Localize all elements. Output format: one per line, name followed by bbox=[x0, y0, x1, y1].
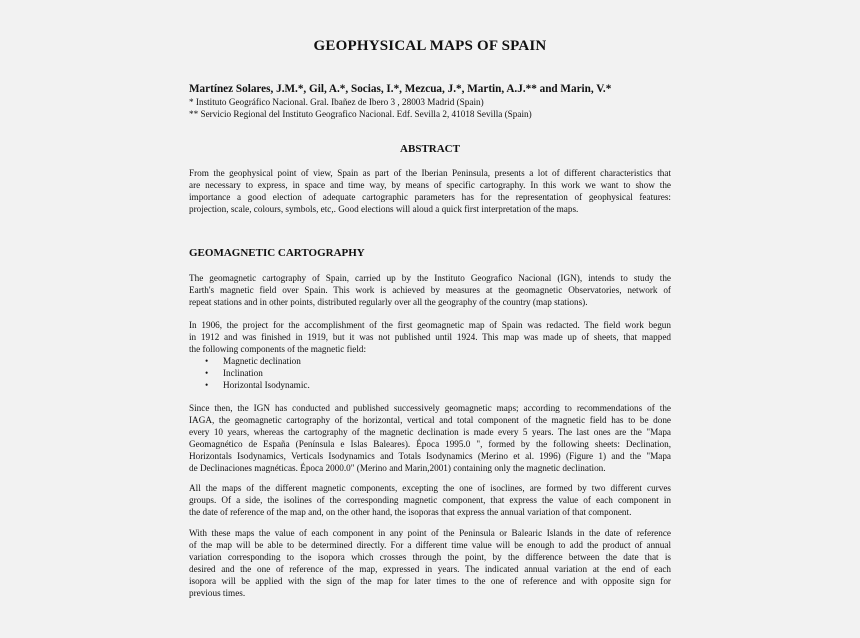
bullet-icon: • bbox=[205, 356, 209, 366]
text-line: repeat stations and in other points, distributed regularly over all the geography of the country (map stations). bbox=[189, 297, 588, 307]
paragraph-5 bbox=[189, 527, 671, 599]
text-line: variation corresponding to the isopora which crosses through the point, by the difference between the date that is bbox=[189, 552, 671, 562]
author-list: Martínez Solares, J.M.*, Gil, A.*, Socias, I.*, Mezcua, J.*, Martin, A.J.** and Marin, V.* bbox=[189, 83, 612, 95]
text-line: desired and the one of reference of the map, expressed in years. The indicated annual variation at the end of each bbox=[189, 564, 671, 574]
text-line: With these maps the value of each component in any point of the Peninsula or Balearic Islands in the date of reference bbox=[189, 528, 671, 538]
text-line: isopora will be applied with the sign of the map for later times to the one of reference and with opposite sign for bbox=[189, 576, 671, 586]
text-line: From the geophysical point of view, Spain as part of the Iberian Peninsula, presents a lot of different characteristics that bbox=[189, 168, 671, 178]
list-item: • Horizontal Isodynamic. bbox=[205, 380, 310, 390]
text-line: importance a good election of adequate cartographic parameters has for the representation of geophysical features: bbox=[189, 192, 671, 202]
text-line: are necessary to express, in space and time way, by means of specific cartography. In this work we want to show the bbox=[189, 180, 671, 190]
list-item: • Inclination bbox=[205, 368, 263, 378]
abstract-heading: ABSTRACT bbox=[400, 143, 460, 155]
affiliation-2: ** Servicio Regional del Instituto Geografico Nacional. Edf. Sevilla 2, 41018 Sevilla (Spain) bbox=[189, 109, 532, 119]
text-line: groups. Of a side, the isolines of the corresponding magnetic component, that express the value of each component in bbox=[189, 495, 671, 505]
text-line: de Declinaciones magnéticas. Época 2000.0" (Merino and Marin,2001) containing only the magnetic declination. bbox=[189, 463, 606, 473]
text-line: previous times. bbox=[189, 588, 246, 598]
paragraph-3 bbox=[189, 402, 671, 474]
text-line: IAGA, the geomagnetic cartography of the horizontal, vertical and total component of the magnetic field has to be done bbox=[189, 415, 671, 425]
text-line: Geomagnético de España (Península e Islas Baleares). Época 1995.0 ", formed by the following sheets: Declination, bbox=[189, 439, 671, 449]
text-line: Earth's magnetic field over Spain. This work is achieved by measures at the geomagnetic Observatories, network of bbox=[189, 285, 671, 295]
bullet-icon: • bbox=[205, 380, 209, 390]
paper-title: GEOPHYSICAL MAPS OF SPAIN bbox=[313, 38, 547, 54]
text-line: the date of reference of the map and, on the other hand, the isoporas that express the annual variation of that component. bbox=[189, 507, 632, 517]
text-line: of the map will be able to be determined directly. For a different time value will be enough to add the product of annual bbox=[189, 540, 671, 550]
text-line: in 1912 and was finished in 1919, but it was not published until 1924. This map was made up of sheets, that mapped bbox=[189, 332, 671, 342]
text-line: Horizontals Isodynamics, Verticals Isodynamics and Totals Isodynamics (Merino et al. 1996) (Figure 1) and the "Mapa bbox=[189, 451, 671, 461]
text-line: the following components of the magnetic field: bbox=[189, 344, 367, 354]
text-line: every 10 years, whereas the cartography of the magnetic declination is made every 5 years. The last ones are the "Mapa bbox=[189, 427, 671, 437]
component-list bbox=[205, 355, 310, 391]
text-line: Since then, the IGN has conducted and published successively geomagnetic maps; according to recommendations of the bbox=[189, 403, 671, 413]
paragraph-2 bbox=[189, 319, 671, 355]
paragraph-4 bbox=[189, 482, 671, 518]
abstract-paragraph bbox=[189, 167, 671, 215]
text-line: projection, scale, colours, symbols, etc,. Good elections will aloud a quick first interpretation of the maps. bbox=[189, 204, 579, 214]
bullet-icon: • bbox=[205, 368, 209, 378]
section-heading: GEOMAGNETIC CARTOGRAPHY bbox=[189, 247, 365, 259]
text-line: All the maps of the different magnetic components, excepting the one of isoclines, are formed by two different curves bbox=[189, 483, 671, 493]
text-line: In 1906, the project for the accomplishment of the first geomagnetic map of Spain was redacted. The field work begun bbox=[189, 320, 671, 330]
list-item: • Magnetic declination bbox=[205, 356, 301, 366]
text-line: The geomagnetic cartography of Spain, carried up by the Instituto Geografico Nacional (IGN), intends to study the bbox=[189, 273, 671, 283]
affiliation-1: * Instituto Geográfico Nacional. Gral. Ibañez de Ibero 3 , 28003 Madrid (Spain) bbox=[189, 97, 484, 107]
paragraph-1 bbox=[189, 272, 671, 308]
